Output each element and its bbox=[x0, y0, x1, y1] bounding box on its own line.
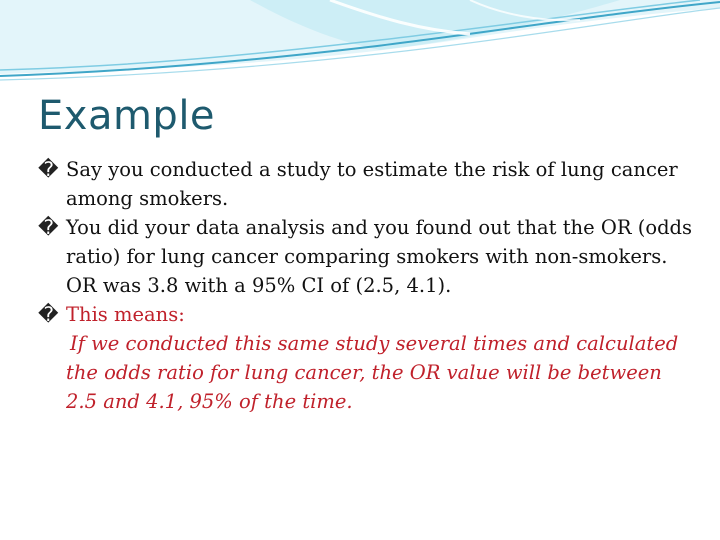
bullet-text: You did your data analysis and you found out that the OR (odds ratio) for lung cancer comparing smokers with non-smokers. OR was 3.8 with a 95% CI of (2.5, 4.1). bbox=[66, 216, 693, 297]
bullet-text: This means: bbox=[66, 303, 185, 326]
bullet-marker-icon: � bbox=[38, 302, 59, 326]
header-wave-decoration bbox=[0, 0, 720, 90]
bullet-item bbox=[38, 213, 698, 300]
bullet-marker-icon: � bbox=[38, 215, 59, 239]
slide-body bbox=[38, 155, 698, 416]
slide-title: Example bbox=[38, 93, 216, 139]
bullet-marker-icon: � bbox=[38, 157, 59, 181]
bullet-item bbox=[38, 155, 698, 213]
interpretation-body: If we conducted this same study several times and calculated the odds ratio for lung cancer, the OR value will be between 2.5 and 4.1, 95% of the time. bbox=[66, 332, 679, 413]
bullet-text: Say you conducted a study to estimate the risk of lung cancer among smokers. bbox=[66, 158, 678, 210]
bullet-item bbox=[38, 300, 698, 329]
interpretation-text bbox=[38, 329, 698, 416]
